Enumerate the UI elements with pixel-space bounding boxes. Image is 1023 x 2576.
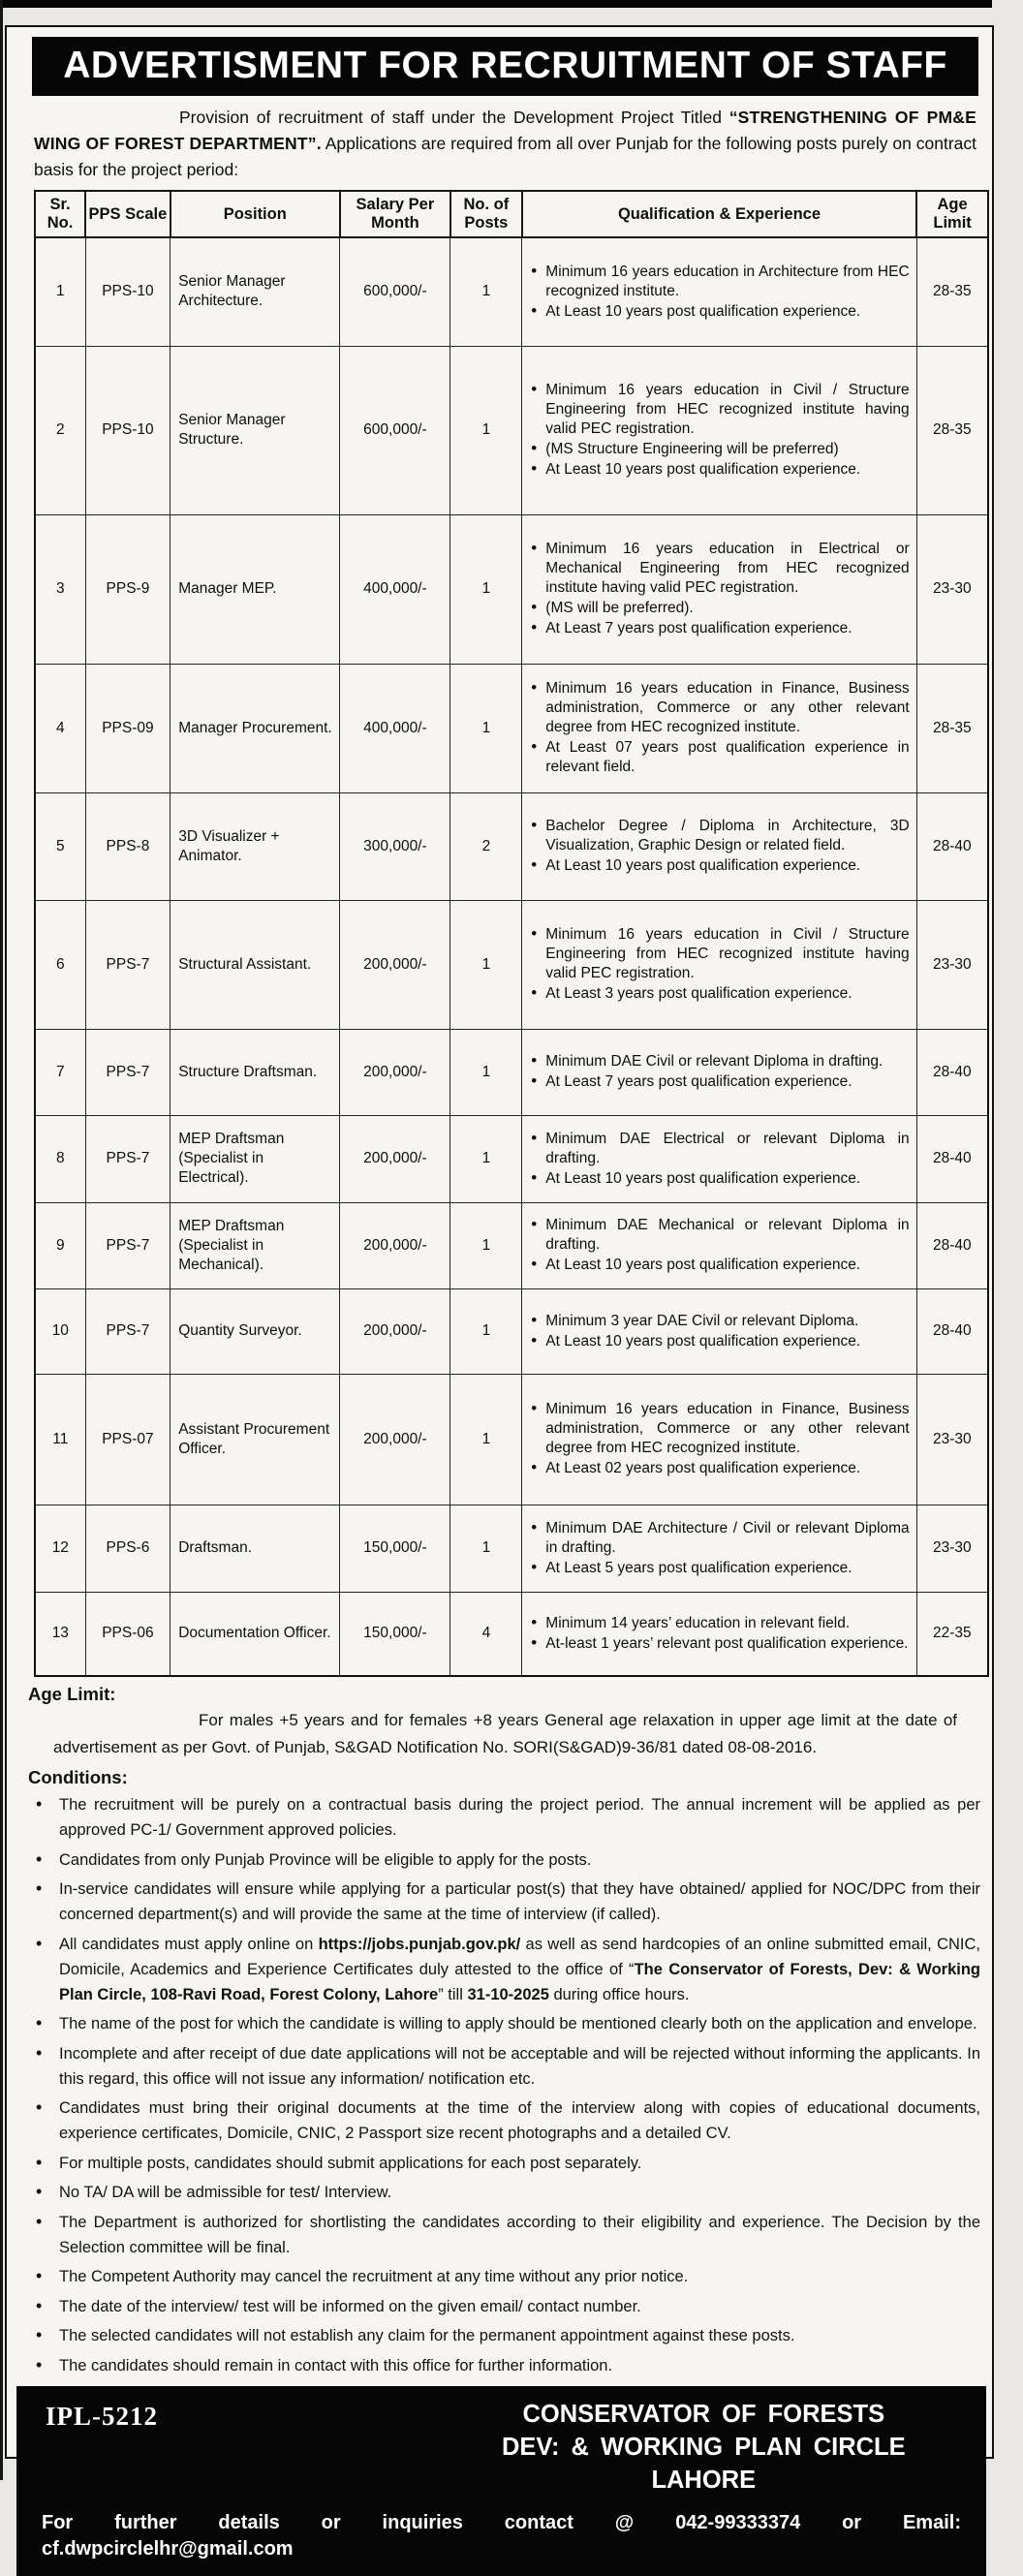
cell-pps-scale: PPS-7	[85, 900, 170, 1029]
cell-salary: 200,000/-	[340, 1115, 450, 1202]
qualification-item: • Minimum 14 years’ education in relevant field.	[529, 1614, 909, 1633]
cell-pps-scale: PPS-6	[85, 1505, 170, 1592]
qualification-item: • At Least 10 years post qualification experience.	[529, 1256, 909, 1275]
organization-line: LAHORE	[651, 2466, 757, 2494]
qualification-item: • Minimum 16 years education in Civil / Structure Engineering from HEC recognized institute having valid PEC registration.	[529, 925, 909, 983]
col-header-sr-no: Sr. No.	[35, 191, 85, 237]
cell-sr-no: 13	[35, 1592, 85, 1676]
cell-sr-no: 4	[35, 664, 85, 792]
cell-posts: 2	[450, 792, 522, 900]
cell-position: Structure Draftsman.	[170, 1029, 340, 1115]
cell-posts: 1	[450, 1374, 522, 1505]
cell-sr-no: 9	[35, 1202, 85, 1288]
table-row	[35, 1288, 988, 1374]
footer-banner	[16, 2386, 986, 2576]
cell-posts: 4	[450, 1592, 522, 1676]
table-row	[35, 1115, 988, 1202]
condition-item: • The Department is authorized for shortlisting the candidates according to their eligibility and experience. The Decision by the Selection committee will be final.	[28, 2210, 980, 2260]
cell-salary: 300,000/-	[340, 792, 450, 900]
cell-salary: 200,000/-	[340, 900, 450, 1029]
contact-email: cf.dwpcirclelhr@gmail.com	[42, 2537, 294, 2560]
age-limit-text: For males +5 years and for females +8 years General age relaxation in upper age limit at the date of advertisement as per Govt. of Punjab, S&GAD Notification No. SORI(S&GAD)9-36/81 dated 08-08-2016.	[53, 1711, 957, 1756]
cell-age-limit: 28-40	[916, 1029, 988, 1115]
cell-posts: 1	[450, 1115, 522, 1202]
qualification-item: • At Least 7 years post qualification experience.	[529, 1072, 909, 1092]
cell-sr-no: 2	[35, 346, 85, 514]
condition-item: • The candidates should remain in contact with this office for further information.	[28, 2353, 980, 2378]
cell-age-limit: 23-30	[916, 1505, 988, 1592]
cell-salary: 200,000/-	[340, 1288, 450, 1374]
qualification-item: • Minimum DAE Mechanical or relevant Diploma in drafting.	[529, 1216, 909, 1255]
cell-sr-no: 1	[35, 237, 85, 346]
cell-qualification	[522, 1202, 916, 1288]
cell-salary: 400,000/-	[340, 514, 450, 664]
cell-pps-scale: PPS-07	[85, 1374, 170, 1505]
cell-position: Manager Procurement.	[170, 664, 340, 792]
page-title: ADVERTISMENT FOR RECRUITMENT OF STAFF	[63, 45, 947, 86]
cell-sr-no: 7	[35, 1029, 85, 1115]
cell-pps-scale: PPS-10	[85, 346, 170, 514]
cell-position: 3D Visualizer + Animator.	[170, 792, 340, 900]
condition-item: • All candidates must apply online on https://jobs.punjab.gov.pk/ as well as send hardcopies of an online submitted email, CNIC, Domicile, Academics and Experience Certificates duly attested to the office of “The Conservator of Forests, Dev: & Working Plan Circle, 108-Ravi Road, Forest Colony, Lahore” till 31-10-2025 during office hours.	[28, 1932, 980, 2007]
cell-posts: 1	[450, 900, 522, 1029]
qualification-item: • Minimum 16 years education in Finance, Business administration, Commerce or any other relevant degree from HEC recognized institute.	[529, 679, 909, 737]
qualification-item: • Bachelor Degree / Diploma in Architecture, 3D Visualization, Graphic Design or related field.	[529, 817, 909, 855]
cell-pps-scale: PPS-9	[85, 514, 170, 664]
cell-pps-scale: PPS-7	[85, 1202, 170, 1288]
table-row	[35, 1505, 988, 1592]
condition-item: • The selected candidates will not establish any claim for the permanent appointment against these posts.	[28, 2323, 980, 2348]
conditions-list	[28, 1792, 980, 2378]
qualification-item: • At Least 7 years post qualification experience.	[529, 619, 909, 638]
qualification-item: • Minimum 16 years education in Architecture from HEC recognized institute.	[529, 263, 909, 301]
cell-pps-scale: PPS-7	[85, 1029, 170, 1115]
qualification-item: • At Least 3 years post qualification experience.	[529, 984, 909, 1004]
cell-age-limit: 23-30	[916, 514, 988, 664]
cell-age-limit: 28-40	[916, 1115, 988, 1202]
condition-item: • The date of the interview/ test will be informed on the given email/ contact number.	[28, 2294, 980, 2319]
cell-posts: 1	[450, 1505, 522, 1592]
col-header-qualification: Qualification & Experience	[522, 191, 916, 237]
cell-posts: 1	[450, 1029, 522, 1115]
qualification-item: • At Least 10 years post qualification experience.	[529, 302, 909, 322]
qualification-item: • Minimum DAE Architecture / Civil or relevant Diploma in drafting.	[529, 1519, 909, 1558]
cell-sr-no: 6	[35, 900, 85, 1029]
cell-pps-scale: PPS-7	[85, 1115, 170, 1202]
table-row	[35, 792, 988, 900]
cell-qualification	[522, 1115, 916, 1202]
cell-qualification	[522, 346, 916, 514]
contact-line: For further details or inquiries contact @ 042-99333374 or Email:	[42, 2511, 961, 2533]
cell-position: Manager MEP.	[170, 514, 340, 664]
qualification-item: • At Least 10 years post qualification experience.	[529, 1332, 909, 1351]
col-header-posts: No. of Posts	[450, 191, 522, 237]
cell-pps-scale: PPS-09	[85, 664, 170, 792]
cell-sr-no: 10	[35, 1288, 85, 1374]
page-left-rule	[0, 0, 3, 2480]
table-row	[35, 1592, 988, 1676]
contact-block	[42, 2510, 961, 2562]
conditions-heading: Conditions:	[28, 1767, 128, 1787]
table-row	[35, 1374, 988, 1505]
cell-age-limit: 28-35	[916, 237, 988, 346]
cell-salary: 200,000/-	[340, 1029, 450, 1115]
organization-block	[447, 2398, 961, 2497]
cell-position: Draftsman.	[170, 1505, 340, 1592]
col-header-pps-scale: PPS Scale	[85, 191, 170, 237]
table-row	[35, 237, 988, 346]
cell-position: Assistant Procurement Officer.	[170, 1374, 340, 1505]
qualification-item: • At Least 07 years post qualification experience in relevant field.	[529, 738, 909, 777]
qualification-item: • At Least 02 years post qualification experience.	[529, 1459, 909, 1478]
qualification-item: • Minimum DAE Electrical or relevant Diploma in drafting.	[529, 1130, 909, 1168]
cell-salary: 200,000/-	[340, 1202, 450, 1288]
qualification-item: • At Least 10 years post qualification experience.	[529, 856, 909, 876]
qualification-item: • At Least 10 years post qualification experience.	[529, 1169, 909, 1189]
condition-item: • For multiple posts, candidates should submit applications for each post separately.	[28, 2151, 980, 2176]
condition-item: • Candidates must bring their original documents at the time of the interview along with copies of educational documents, experience certificates, Domicile, CNIC, 2 Passport size recent photographs and a detailed CV.	[28, 2095, 980, 2146]
col-header-position: Position	[170, 191, 340, 237]
cell-posts: 1	[450, 664, 522, 792]
cell-sr-no: 11	[35, 1374, 85, 1505]
qualification-item: • Minimum 16 years education in Civil / Structure Engineering from HEC recognized institute having valid PEC registration.	[529, 381, 909, 439]
cell-age-limit: 28-35	[916, 664, 988, 792]
table-row	[35, 664, 988, 792]
cell-qualification	[522, 1592, 916, 1676]
cell-position: Senior Manager Structure.	[170, 346, 340, 514]
table-row	[35, 900, 988, 1029]
cell-sr-no: 12	[35, 1505, 85, 1592]
age-limit-section	[26, 1684, 982, 1760]
posts-table-body	[35, 237, 988, 1676]
cell-posts: 1	[450, 346, 522, 514]
qualification-item: • Minimum DAE Civil or relevant Diploma in drafting.	[529, 1052, 909, 1071]
cell-qualification	[522, 1374, 916, 1505]
cell-salary: 150,000/-	[340, 1505, 450, 1592]
cell-pps-scale: PPS-06	[85, 1592, 170, 1676]
qualification-item: • At Least 5 years post qualification experience.	[529, 1559, 909, 1578]
cell-sr-no: 8	[35, 1115, 85, 1202]
cell-salary: 600,000/-	[340, 237, 450, 346]
organization-line: CONSERVATOR OF FORESTS	[522, 2400, 885, 2428]
condition-item: • The Competent Authority may cancel the recruitment at any time without any prior notice.	[28, 2264, 980, 2289]
table-header-row	[35, 191, 988, 237]
table-row	[35, 346, 988, 514]
cell-age-limit: 23-30	[916, 1374, 988, 1505]
condition-item: • The recruitment will be purely on a contractual basis during the project period. The annual increment will be applied as per approved PC-1/ Government approved policies.	[28, 1792, 980, 1843]
condition-item: • In-service candidates will ensure while applying for a particular post(s) that they have obtained/ applied for NOC/DPC from their concerned department(s) and will provide the same at the time of interview (if called).	[28, 1877, 980, 1927]
cell-qualification	[522, 792, 916, 900]
cell-age-limit: 28-35	[916, 346, 988, 514]
col-header-salary: Salary Per Month	[340, 191, 450, 237]
condition-item: • Incomplete and after receipt of due date applications will not be acceptable and will be rejected without informing the applicants. In this regard, this office will not issue any information/ notification etc.	[28, 2041, 980, 2092]
cell-age-limit: 28-40	[916, 792, 988, 900]
qualification-item: • (MS Structure Engineering will be preferred)	[529, 440, 909, 459]
title-banner	[32, 37, 978, 96]
cell-pps-scale: PPS-7	[85, 1288, 170, 1374]
cell-salary: 200,000/-	[340, 1374, 450, 1505]
organization-line: DEV: & WORKING PLAN CIRCLE	[501, 2433, 906, 2461]
cell-salary: 600,000/-	[340, 346, 450, 514]
cell-age-limit: 28-40	[916, 1288, 988, 1374]
cell-pps-scale: PPS-10	[85, 237, 170, 346]
qualification-item: • Minimum 3 year DAE Civil or relevant Diploma.	[529, 1312, 909, 1331]
cell-sr-no: 5	[35, 792, 85, 900]
age-limit-heading: Age Limit:	[28, 1684, 116, 1704]
cell-qualification	[522, 237, 916, 346]
table-row	[35, 1202, 988, 1288]
cell-position: Senior Manager Architecture.	[170, 237, 340, 346]
conditions-section	[26, 1767, 982, 2378]
cell-sr-no: 3	[35, 514, 85, 664]
qualification-item: • At Least 10 years post qualification experience.	[529, 460, 909, 480]
condition-item: • Candidates from only Punjab Province will be eligible to apply for the posts.	[28, 1847, 980, 1873]
col-header-age-limit: Age Limit	[916, 191, 988, 237]
cell-pps-scale: PPS-8	[85, 792, 170, 900]
advert-sheet	[5, 25, 994, 2560]
cell-posts: 1	[450, 1288, 522, 1374]
cell-age-limit: 23-30	[916, 900, 988, 1029]
cell-position: Structural Assistant.	[170, 900, 340, 1029]
cell-qualification	[522, 514, 916, 664]
qualification-item: • Minimum 16 years education in Electrical or Mechanical Engineering from HEC recognized institute having valid PEC registration.	[529, 540, 909, 598]
cell-posts: 1	[450, 1202, 522, 1288]
cell-position: Quantity Surveyor.	[170, 1288, 340, 1374]
cell-age-limit: 28-40	[916, 1202, 988, 1288]
cell-qualification	[522, 1288, 916, 1374]
cell-qualification	[522, 900, 916, 1029]
cell-posts: 1	[450, 514, 522, 664]
cell-salary: 150,000/-	[340, 1592, 450, 1676]
cell-qualification	[522, 1029, 916, 1115]
condition-item: • The name of the post for which the candidate is willing to apply should be mentioned clearly both on the application and envelope.	[28, 2011, 980, 2036]
cell-position: MEP Draftsman (Specialist in Mechanical).	[170, 1202, 340, 1288]
table-row	[35, 1029, 988, 1115]
cell-salary: 400,000/-	[340, 664, 450, 792]
page-top-rule	[0, 0, 992, 8]
qualification-item: • At-least 1 years’ relevant post qualification experience.	[529, 1634, 909, 1654]
qualification-item: • (MS will be preferred).	[529, 599, 909, 618]
intro-paragraph: Provision of recruitment of staff under the Development Project Titled “STRENGTHENING OF PM&E WING OF FOREST DEPARTMENT”. Applications are required from all over Punjab for the following posts purely on contract basis for the project period:	[34, 108, 977, 179]
table-row	[35, 514, 988, 664]
posts-table	[34, 190, 989, 1677]
cell-qualification	[522, 664, 916, 792]
cell-qualification	[522, 1505, 916, 1592]
cell-posts: 1	[450, 237, 522, 346]
cell-position: MEP Draftsman (Specialist in Electrical).	[170, 1115, 340, 1202]
cell-position: Documentation Officer.	[170, 1592, 340, 1676]
qualification-item: • Minimum 16 years education in Finance, Business administration, Commerce or any other relevant degree from HEC recognized institute.	[529, 1400, 909, 1458]
condition-item: • No TA/ DA will be admissible for test/ Interview.	[28, 2180, 980, 2205]
advert-ref-number: IPL-5212	[46, 2401, 158, 2431]
cell-age-limit: 22-35	[916, 1592, 988, 1676]
